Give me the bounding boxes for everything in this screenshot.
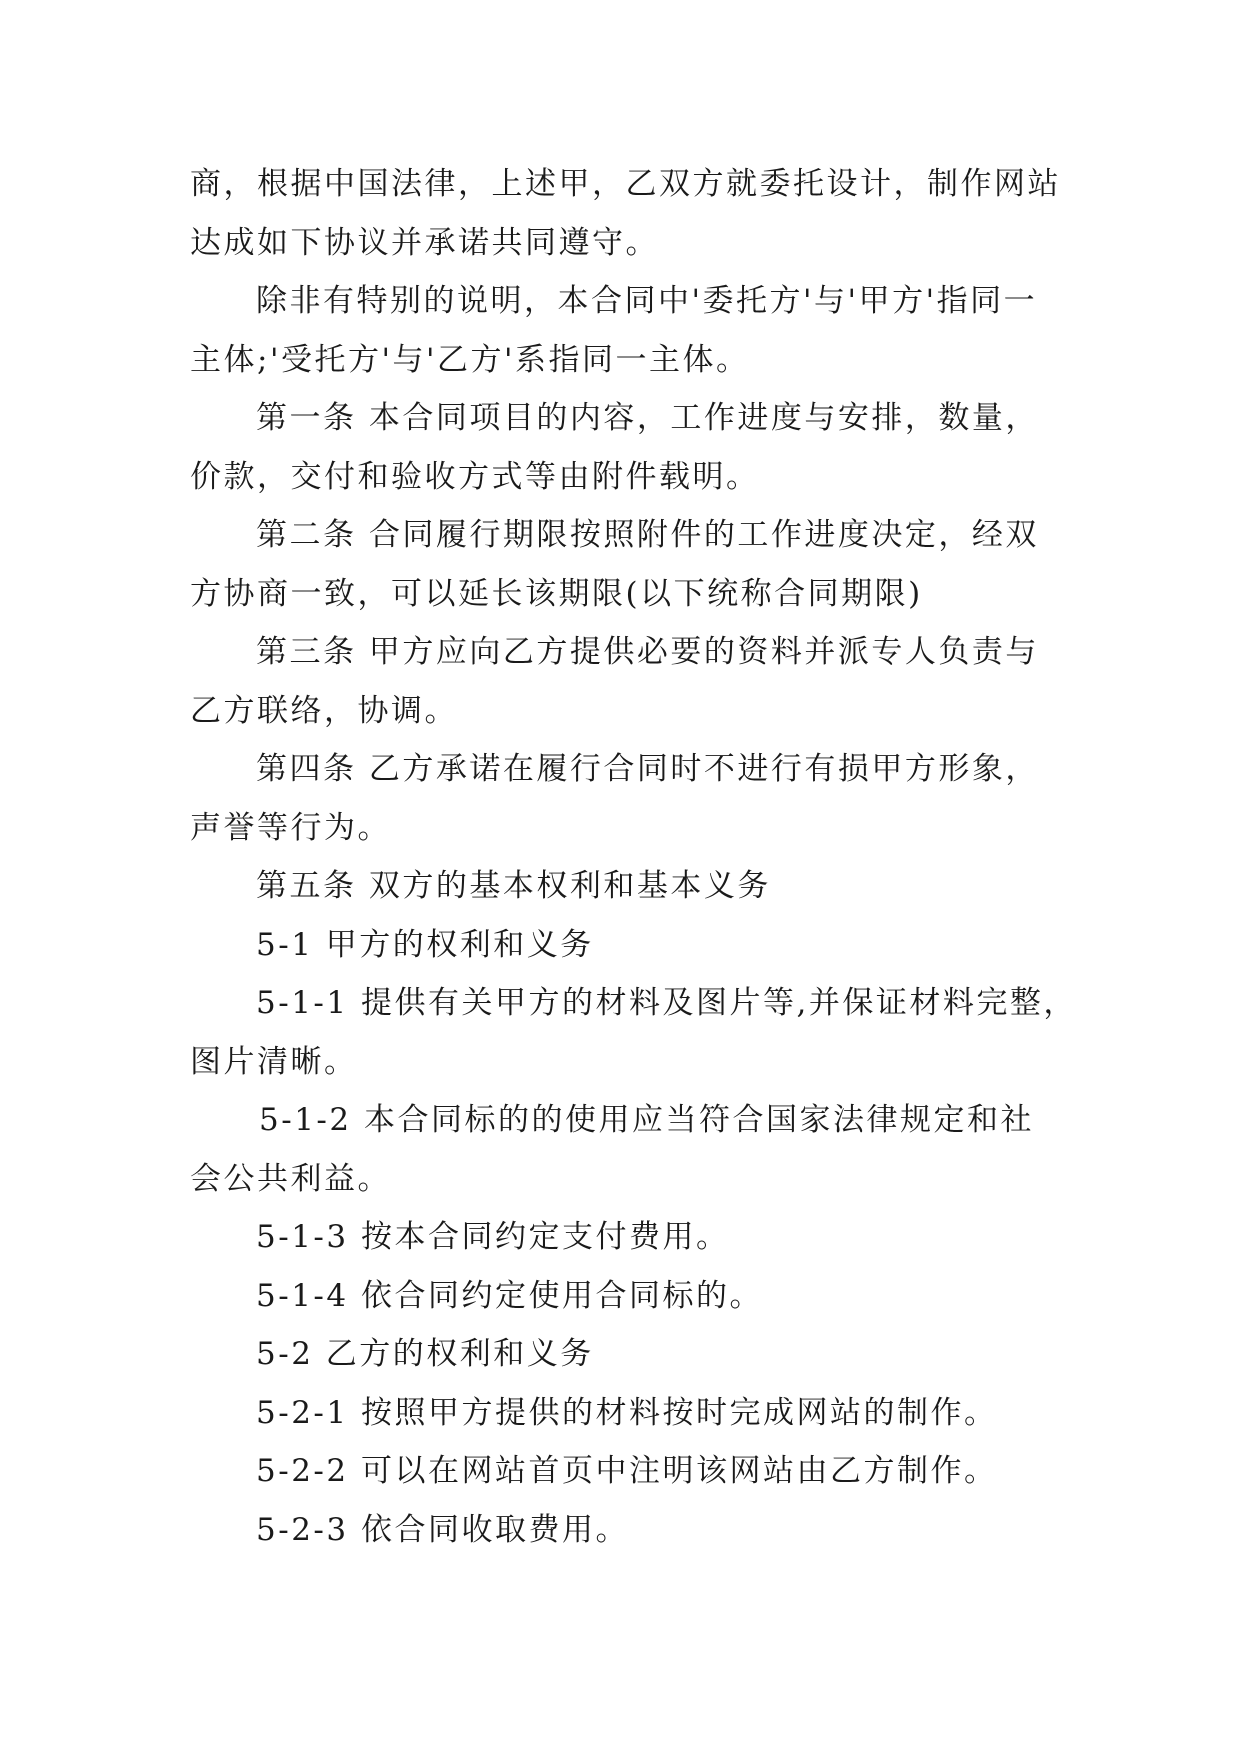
- paragraph-article-4: [190, 740, 1050, 857]
- paragraph-item-5-1-2: [190, 1091, 1050, 1208]
- paragraph-definitions: [190, 272, 1050, 389]
- text-line: 5-2-2 可以在网站首页中注明该网站由乙方制作。: [256, 1453, 998, 1489]
- text-line: 5-2-3 依合同收取费用。: [256, 1511, 629, 1548]
- text-line: 图片清晰。: [190, 1043, 358, 1080]
- paragraph-item-5-2-3: [190, 1501, 1050, 1560]
- text-line: 5-2-1 按照甲方提供的材料按时完成网站的制作。: [256, 1394, 998, 1431]
- text-line: 价款，交付和验收方式等由附件载明。: [190, 458, 760, 495]
- paragraph-agreement-intro: [190, 155, 1061, 272]
- text-line: 达成如下协议并承诺共同遵守。: [190, 224, 659, 261]
- text-line: 第二条 合同履行期限按照附件的工作进度决定，经双: [256, 517, 1039, 553]
- paragraph-article-1: [190, 389, 1050, 506]
- paragraph-item-5-1-4: [190, 1267, 1050, 1326]
- text-line: 5-1-3 按本合同约定支付费用。: [256, 1219, 730, 1255]
- paragraph-item-5-2-1: [190, 1384, 1050, 1443]
- text-line: 第四条 乙方承诺在履行合同时不进行有损甲方形象，: [256, 751, 1039, 787]
- text-line: 5-1-4 依合同约定使用合同标的。: [256, 1277, 763, 1314]
- paragraph-item-5-1-1: [190, 974, 1077, 1091]
- text-line: 乙方联络，协调。: [190, 692, 458, 729]
- paragraph-article-3: [190, 623, 1050, 740]
- text-line: 5-1-1 提供有关甲方的材料及图片等,并保证材料完整，: [256, 985, 1077, 1021]
- text-line: 除非有特别的说明，本合同中'委托方'与'甲方'指同一: [256, 283, 1038, 319]
- paragraph-article-2: [190, 506, 1050, 623]
- paragraph-item-5-2-2: [190, 1442, 1050, 1501]
- paragraph-section-5-1: [190, 916, 1050, 975]
- text-line: 声誉等行为。: [190, 809, 391, 846]
- document-body: [190, 155, 1077, 1559]
- text-line: 5-1-2 本合同标的的使用应当符合国家法律规定和社: [259, 1102, 1034, 1138]
- text-line: 主体;'受托方'与'乙方'系指同一主体。: [190, 341, 750, 378]
- paragraph-item-5-1-3: [190, 1208, 1050, 1267]
- text-line: 第五条 双方的基本权利和基本义务: [256, 868, 771, 904]
- paragraph-article-5-heading: [190, 857, 1050, 916]
- text-line: 会公共利益。: [190, 1160, 391, 1197]
- text-line: 第三条 甲方应向乙方提供必要的资料并派专人负责与: [256, 634, 1039, 670]
- text-line: 方协商一致，可以延长该期限(以下统称合同期限): [190, 575, 923, 612]
- text-line: 第一条 本合同项目的内容，工作进度与安排，数量，: [256, 400, 1039, 436]
- paragraph-section-5-2: [190, 1325, 1050, 1384]
- text-line: 5-1 甲方的权利和义务: [256, 926, 594, 963]
- text-line: 商，根据中国法律，上述甲，乙双方就委托设计，制作网站: [190, 166, 1061, 202]
- text-line: 5-2 乙方的权利和义务: [256, 1336, 594, 1372]
